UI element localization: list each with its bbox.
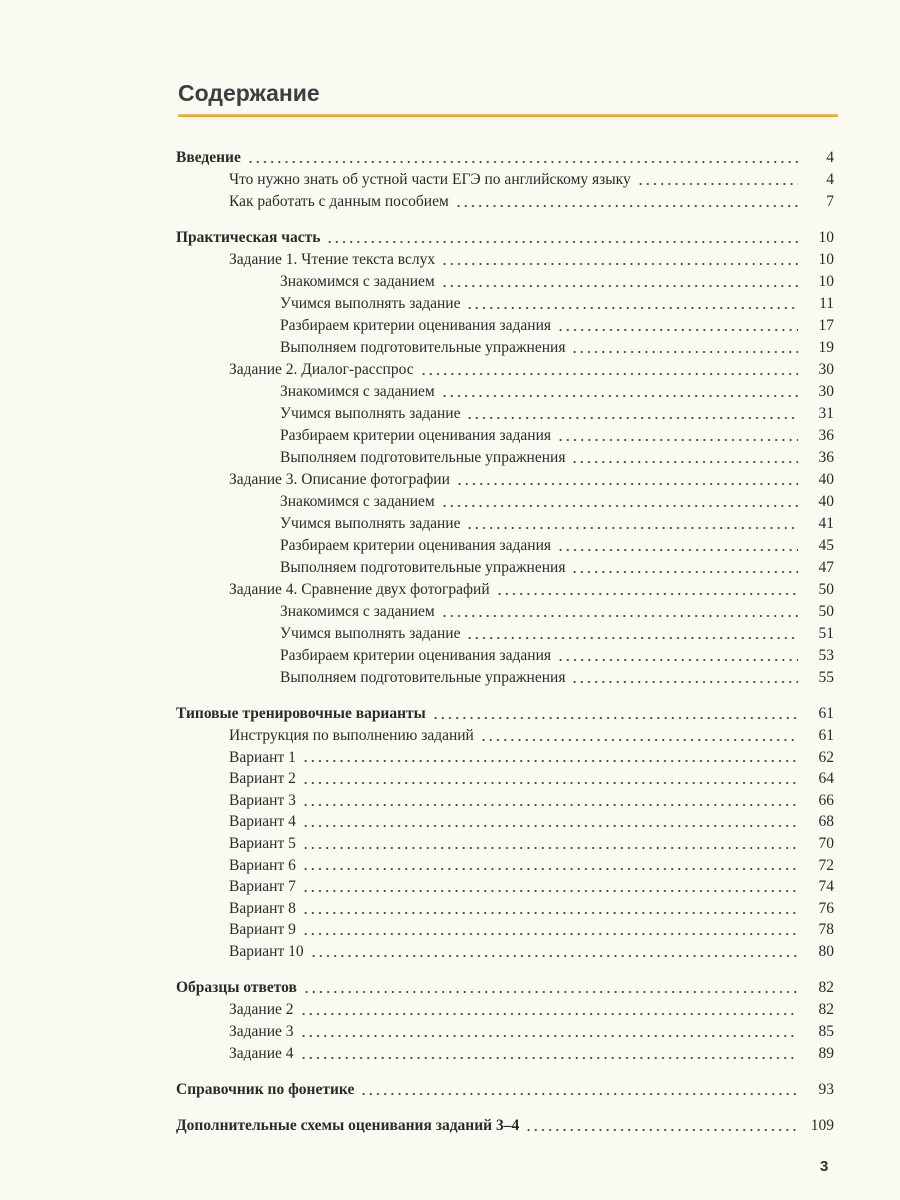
dot-leader: [441, 394, 798, 398]
toc-entry-page: 50: [818, 581, 834, 598]
toc-entry[interactable]: [176, 579, 834, 601]
toc-entry-page: 72: [818, 856, 834, 874]
toc-entry-page: 64: [818, 770, 834, 788]
dot-leader: [480, 738, 798, 742]
toc-entry-title: Учимся выполнять задание: [280, 295, 461, 312]
toc-entry-page: 61: [818, 727, 834, 744]
toc-entry[interactable]: [176, 1021, 834, 1043]
dot-leader: [571, 570, 798, 574]
toc-entry-page: 19: [818, 339, 834, 356]
toc-entry-page: 62: [818, 748, 834, 766]
toc-entry-title: Знакомимся с заданием: [280, 603, 435, 620]
toc-entry[interactable]: [176, 833, 834, 855]
toc-entry-page: 68: [818, 813, 834, 831]
toc-entry-title: Дополнительные схемы оценивания заданий 3–4: [176, 1116, 520, 1134]
dot-leader: [432, 716, 798, 720]
dot-leader: [456, 482, 798, 486]
dot-leader: [571, 350, 798, 354]
toc-entry-page: 93: [818, 1080, 834, 1098]
toc-entry-title: Выполняем подготовительные упражнения: [280, 339, 566, 356]
toc-entry-page: 10: [818, 229, 834, 246]
dot-leader: [571, 680, 798, 684]
toc-entry[interactable]: [176, 667, 834, 689]
dot-leader: [300, 1012, 798, 1016]
toc-entry[interactable]: [176, 790, 834, 812]
dot-leader: [302, 932, 798, 936]
toc-entry[interactable]: [176, 919, 834, 941]
toc-entry-title: Вариант 7: [229, 878, 296, 896]
toc-entry[interactable]: [176, 293, 834, 315]
dot-leader: [466, 306, 798, 310]
dot-leader: [455, 204, 798, 208]
toc-entry-page: 50: [818, 603, 834, 620]
toc-entry-page: 10: [818, 273, 834, 290]
toc-entry[interactable]: [176, 623, 834, 645]
dot-leader: [302, 867, 798, 871]
toc-entry-title: Выполняем подготовительные упражнения: [280, 449, 566, 466]
toc-entry-page: 41: [818, 515, 834, 532]
toc-entry-page: 17: [818, 317, 834, 334]
toc-entry-title: Разбираем критерии оценивания задания: [280, 647, 552, 664]
dot-leader: [326, 240, 798, 244]
dot-leader: [496, 592, 798, 596]
toc-entry[interactable]: [176, 557, 834, 579]
toc-entry-title: Знакомимся с заданием: [280, 383, 435, 400]
toc-entry-title: Задание 4: [229, 1044, 294, 1062]
toc-entry[interactable]: [176, 601, 834, 623]
dot-leader: [247, 160, 798, 164]
dot-leader: [571, 460, 798, 464]
page-title: Содержание: [178, 80, 320, 106]
toc-entry[interactable]: [176, 249, 834, 271]
toc-entry-title: Задание 2: [229, 1000, 294, 1018]
toc-entry-page: 30: [818, 361, 834, 378]
dot-leader: [441, 504, 798, 508]
dot-leader: [557, 328, 798, 332]
toc-entry-title: Вариант 2: [229, 770, 296, 788]
toc-entry-title: Разбираем критерии оценивания задания: [280, 317, 552, 334]
toc-entry-title: Учимся выполнять задание: [280, 625, 461, 642]
toc-entry-page: 4: [826, 149, 834, 166]
toc-entry-page: 40: [818, 471, 834, 488]
dot-leader: [300, 1056, 798, 1060]
toc-entry-page: 61: [818, 705, 834, 722]
toc-entry-page: 76: [818, 899, 834, 917]
toc-section: [176, 703, 834, 963]
toc-entry[interactable]: [176, 977, 834, 999]
toc-entry-title: Вариант 3: [229, 791, 296, 809]
toc-entry-title: Образцы ответов: [176, 978, 297, 996]
toc-entry-title: Вариант 4: [229, 813, 296, 831]
dot-leader: [441, 284, 798, 288]
toc-entry-page: 53: [818, 647, 834, 664]
toc-entry-title: Вариант 9: [229, 921, 296, 939]
toc-entry[interactable]: [176, 271, 834, 293]
toc-section: [176, 147, 834, 213]
toc-entry-page: 36: [818, 449, 834, 466]
toc-entry[interactable]: [176, 359, 834, 381]
toc-entry-page: 7: [826, 193, 834, 210]
toc-section: [176, 227, 834, 689]
dot-leader: [420, 372, 798, 376]
toc-entry-page: 80: [818, 942, 834, 960]
toc-entry[interactable]: [176, 1043, 834, 1065]
toc-entry-title: Знакомимся с заданием: [280, 273, 435, 290]
toc-entry-title: Выполняем подготовительные упражнения: [280, 559, 566, 576]
toc-entry-page: 47: [818, 559, 834, 576]
toc-entry-title: Задание 2. Диалог-расспрос: [229, 361, 414, 378]
toc-entry-title: Вариант 1: [229, 748, 296, 766]
toc-entry-page: 36: [818, 427, 834, 444]
dot-leader: [557, 658, 798, 662]
toc-entry[interactable]: [176, 703, 834, 725]
dot-leader: [300, 1034, 798, 1038]
dot-leader: [466, 416, 798, 420]
toc-entry-title: Практическая часть: [176, 229, 321, 246]
toc-section: [176, 1079, 834, 1101]
page-number: 3: [820, 1158, 829, 1175]
title-underline: [178, 114, 838, 117]
toc-entry-page: 85: [818, 1022, 834, 1040]
toc-entry-page: 70: [818, 834, 834, 852]
toc-entry-title: Справочник по фонетике: [176, 1080, 355, 1098]
toc-entry-page: 66: [818, 791, 834, 809]
toc-entry[interactable]: [176, 535, 834, 557]
toc-entry[interactable]: [176, 469, 834, 491]
dot-leader: [441, 614, 798, 618]
toc-entry-title: Инструкция по выполнению заданий: [229, 727, 474, 744]
toc-entry[interactable]: [176, 898, 834, 920]
toc-entry-page: 82: [818, 978, 834, 996]
dot-leader: [525, 1128, 798, 1132]
toc-section: [176, 977, 834, 1065]
toc-entry[interactable]: [176, 191, 834, 213]
toc-entry[interactable]: [176, 425, 834, 447]
dot-leader: [302, 759, 798, 763]
dot-leader: [302, 803, 798, 807]
toc-entry-title: Задание 1. Чтение текста вслух: [229, 251, 436, 268]
toc-entry-page: 55: [818, 669, 834, 686]
dot-leader: [302, 911, 798, 915]
toc-entry[interactable]: [176, 227, 834, 249]
toc-entry-page: 89: [818, 1044, 834, 1062]
toc-entry[interactable]: [176, 447, 834, 469]
toc-entry-title: Вариант 8: [229, 899, 296, 917]
toc-entry-title: Знакомимся с заданием: [280, 493, 435, 510]
toc-entry[interactable]: [176, 747, 834, 769]
toc-entry-title: Вариант 5: [229, 834, 296, 852]
toc-entry-title: Учимся выполнять задание: [280, 515, 461, 532]
toc-entry-title: Введение: [176, 149, 241, 166]
toc-entry-page: 74: [818, 878, 834, 896]
toc-entry-page: 82: [818, 1000, 834, 1018]
toc-entry[interactable]: [176, 811, 834, 833]
dot-leader: [557, 438, 798, 442]
toc-entry-page: 10: [818, 251, 834, 268]
toc-entry[interactable]: [176, 1115, 834, 1137]
toc-entry-page: 30: [818, 383, 834, 400]
dot-leader: [302, 846, 798, 850]
toc-entry[interactable]: [176, 513, 834, 535]
toc-entry[interactable]: [176, 1079, 834, 1101]
dot-leader: [637, 182, 798, 186]
dot-leader: [303, 990, 798, 994]
toc-entry-title: Задание 3: [229, 1022, 294, 1040]
toc-entry[interactable]: [176, 403, 834, 425]
toc-entry[interactable]: [176, 876, 834, 898]
toc-entry-title: Типовые тренировочные варианты: [176, 705, 426, 722]
dot-leader: [441, 262, 798, 266]
toc-entry[interactable]: [176, 941, 834, 963]
table-of-contents: [176, 147, 834, 1151]
dot-leader: [302, 781, 798, 785]
toc-entry-page: 109: [810, 1116, 834, 1134]
toc-entry-page: 45: [818, 537, 834, 554]
toc-entry-title: Вариант 10: [229, 942, 304, 960]
toc-entry[interactable]: [176, 381, 834, 403]
dot-leader: [302, 824, 798, 828]
dot-leader: [360, 1092, 798, 1096]
toc-entry-title: Разбираем критерии оценивания задания: [280, 427, 552, 444]
toc-entry-page: 11: [819, 295, 834, 312]
dot-leader: [310, 954, 798, 958]
dot-leader: [466, 526, 798, 530]
dot-leader: [466, 636, 798, 640]
toc-entry-title: Задание 3. Описание фотографии: [229, 471, 450, 488]
toc-entry[interactable]: [176, 768, 834, 790]
toc-entry[interactable]: [176, 491, 834, 513]
toc-entry-title: Выполняем подготовительные упражнения: [280, 669, 566, 686]
toc-entry-page: 4: [826, 171, 834, 188]
toc-entry-title: Вариант 6: [229, 856, 296, 874]
toc-entry-title: Что нужно знать об устной части ЕГЭ по английскому языку: [229, 171, 631, 188]
toc-entry-title: Учимся выполнять задание: [280, 405, 461, 422]
toc-section: [176, 1115, 834, 1137]
toc-entry[interactable]: [176, 999, 834, 1021]
dot-leader: [557, 548, 798, 552]
toc-entry-page: 31: [818, 405, 834, 422]
toc-entry[interactable]: [176, 147, 834, 169]
toc-entry-page: 78: [818, 921, 834, 939]
toc-entry[interactable]: [176, 855, 834, 877]
toc-entry-title: Разбираем критерии оценивания задания: [280, 537, 552, 554]
toc-entry-title: Задание 4. Сравнение двух фотографий: [229, 581, 490, 598]
toc-entry[interactable]: [176, 725, 834, 747]
toc-entry-page: 40: [818, 493, 834, 510]
toc-entry[interactable]: [176, 645, 834, 667]
toc-entry-title: Как работать с данным пособием: [229, 193, 449, 210]
toc-entry[interactable]: [176, 337, 834, 359]
dot-leader: [302, 889, 798, 893]
toc-entry-page: 51: [818, 625, 834, 642]
toc-entry[interactable]: [176, 315, 834, 337]
toc-entry[interactable]: [176, 169, 834, 191]
